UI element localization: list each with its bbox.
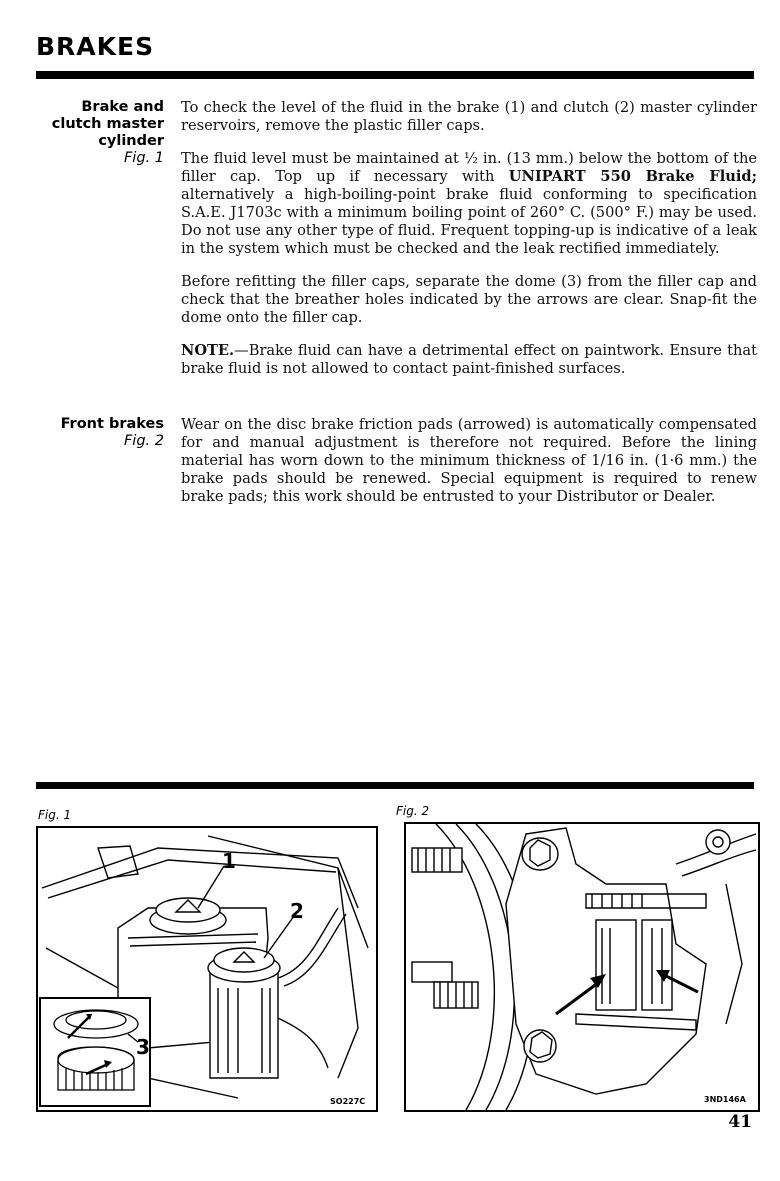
note-text: —Brake fluid can have a detrimental effect on paintwork. Ensure that brake fluid is not allowed to contact paint-finished surfaces.: [181, 342, 757, 377]
fig-1-reference: Fig. 1: [123, 150, 164, 166]
figure-rule: [36, 782, 754, 789]
fig-1-label-clutch: 2: [290, 899, 304, 923]
heading-front-brakes: Front brakes: [60, 416, 164, 432]
heading-line-1: Brake and: [81, 99, 164, 115]
page-number: 41: [728, 1112, 752, 1132]
page-title: BRAKES: [36, 32, 155, 61]
paragraph-brake-pads: Wear on the disc brake friction pads (arrowed) is automatically compensated for and manual adjustment is therefore not required. Before the lining material has worn down to the minimum thickness of 1/16 in. (1·6 mm.) the brake pads should be renewed. Special equipment is required to renew brake pads; this work should be entrusted to your Distributor or Dealer.: [181, 416, 757, 505]
paragraph-fluid-level: [181, 150, 757, 258]
top-rule: [36, 71, 754, 79]
unipart-fluid-name: UNIPART 550 Brake Fluid;: [508, 168, 757, 185]
section-heading-master-cylinder: [14, 99, 164, 167]
heading-line-3: cylinder: [98, 133, 164, 149]
section-heading-front-brakes: [14, 416, 164, 450]
section-1-body: [181, 99, 757, 393]
paragraph-filler-caps: Before refitting the filler caps, separate the dome (3) from the filler cap and check that the breather holes indicated by the arrows are clear. Snap-fit the dome onto the filler cap.: [181, 273, 757, 326]
paragraph-reservoirs: To check the level of the fluid in the brake (1) and clutch (2) master cylinder reservoirs, remove the plastic filler caps.: [181, 99, 757, 134]
fig-2-caption: Fig. 2: [396, 804, 430, 818]
heading-line-2: clutch master: [51, 116, 164, 132]
fig-1-label-brake: 1: [222, 849, 236, 873]
fig-1-label-dome: 3: [136, 1035, 150, 1059]
fig-2-illustration: [404, 822, 760, 1112]
fig-2-reference: Fig. 2: [123, 433, 164, 449]
section-2-body: [181, 416, 757, 521]
note-label: NOTE.: [181, 342, 235, 359]
fig-1-illustration: [36, 826, 378, 1112]
fig-1-caption: Fig. 1: [38, 808, 72, 822]
fluid-level-text-a: The fluid level must be maintained at ½ in. (13 mm.) below the bottom of the filler cap. Top up if necessary with: [181, 150, 757, 185]
fig-2-code: 3ND146A: [704, 1095, 746, 1104]
fluid-level-text-b: alternatively a high-boiling-point brake fluid conforming to specification S.A.E. J1703c with a minimum boiling point of 260° C. (500° F.) may be used. Do not use any other type of fluid. Frequent topping-up is indicative of a leak in the system which must be checked and the leak rectified immediately.: [181, 186, 757, 257]
fig-1-code: SO227C: [330, 1097, 366, 1106]
paragraph-note: [181, 342, 757, 378]
